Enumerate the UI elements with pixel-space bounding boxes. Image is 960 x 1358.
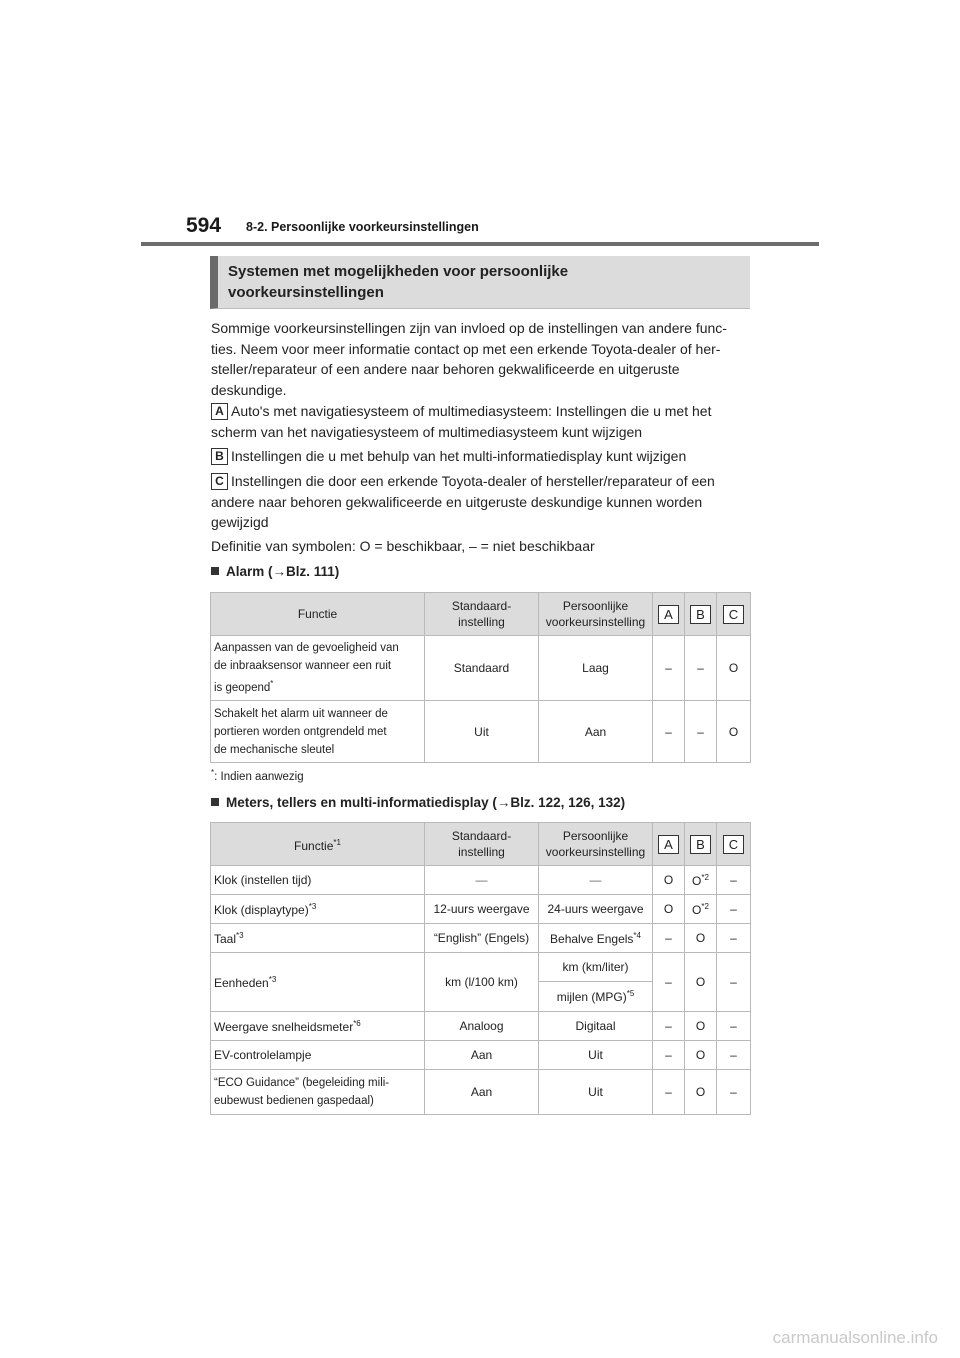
cell-b: O	[685, 1041, 717, 1070]
legend-c	[211, 471, 751, 533]
cell-function: Klok (instellen tijd)	[211, 866, 425, 895]
intro-line: deskundige.	[211, 381, 287, 398]
table-row	[211, 1070, 751, 1115]
meters-heading-text: Meters, tellers en multi-informatiedisplay (→Blz. 122, 126, 132)	[226, 795, 626, 810]
table-row	[211, 636, 751, 701]
cell-b: O	[685, 924, 717, 953]
cell-c: –	[717, 866, 751, 895]
cell-default: Standaard	[425, 636, 539, 701]
cell-b: –	[685, 701, 717, 763]
legend-b	[211, 446, 751, 467]
header-divider	[141, 242, 819, 246]
cell-c: –	[717, 1012, 751, 1041]
legend-a-badge: A	[211, 403, 228, 420]
table-row	[211, 1012, 751, 1041]
legend-b-badge: B	[211, 448, 228, 465]
col-c	[717, 823, 751, 866]
col-custom: Persoonlijke voorkeursinstelling	[539, 823, 653, 866]
intro-line: Sommige voorkeursinstellingen zijn van invloed op de instellingen van andere func-	[211, 320, 727, 336]
cell-b: $O^{*2}$	[685, 866, 717, 895]
chapter-title: 8-2. Persoonlijke voorkeursinstellingen	[246, 220, 479, 234]
col-b	[685, 593, 717, 636]
cell-function: Weergave snelheidsmeter$^{*6}$	[211, 1012, 425, 1041]
legend-c-text-3: gewijzigd	[211, 514, 269, 530]
cell-custom: Aan	[539, 701, 653, 763]
table-header-row	[211, 593, 751, 636]
alarm-table	[210, 592, 751, 763]
cell-default: —	[425, 866, 539, 895]
section-title-line-2: voorkeursinstellingen	[228, 284, 384, 301]
cell-c: O	[717, 636, 751, 701]
col-a	[653, 593, 685, 636]
cell-function: Eenheden$^{*3}$	[211, 953, 425, 1012]
cell-custom: Behalve Engels$^{*4}$	[539, 924, 653, 953]
legend-b-text: Instellingen die u met behulp van het multi-informatiedisplay kunt wijzigen	[231, 448, 687, 464]
cell-custom: Laag	[539, 636, 653, 701]
alarm-heading-text: Alarm (→Blz. 111)	[226, 564, 340, 579]
col-a	[653, 823, 685, 866]
cell-function: Aanpassen van de gevoeligheid van de inbraaksensor wanneer een ruit is geopend*	[211, 636, 425, 701]
meters-table	[210, 822, 751, 1115]
legend-a-text-2: scherm van het navigatiesysteem of multimediasysteem kunt wijzigen	[211, 423, 643, 440]
badge-a: A	[658, 605, 679, 624]
legend-c-badge: C	[211, 473, 228, 490]
cell-default: Uit	[425, 701, 539, 763]
cell-default: Analoog	[425, 1012, 539, 1041]
square-bullet-icon	[211, 798, 219, 806]
legend-c-text: Instellingen die door een erkende Toyota-dealer of hersteller/reparateur of een	[231, 473, 715, 489]
cell-b: O	[685, 1070, 717, 1115]
col-default: Standaard- instelling	[425, 823, 539, 866]
cell-a: –	[653, 1070, 685, 1115]
legend-a-text: Auto's met navigatiesysteem of multimediasysteem: Instellingen die u met het	[231, 403, 712, 419]
badge-b: B	[690, 605, 711, 624]
section-title	[210, 256, 750, 309]
legend-a	[211, 401, 751, 442]
cell-function: Taal$^{*3}$	[211, 924, 425, 953]
col-b	[685, 823, 717, 866]
legend-c-text-2: andere naar behoren gekwalificeerde en uitgeruste deskundige kunnen worden	[211, 493, 703, 510]
cell-custom: 24-uurs weergave	[539, 895, 653, 924]
col-custom: Persoonlijke voorkeursinstelling	[539, 593, 653, 636]
table-header-row	[211, 823, 751, 866]
cell-b: –	[685, 636, 717, 701]
cell-b: $O^{*2}$	[685, 895, 717, 924]
cell-c: –	[717, 924, 751, 953]
cell-c: –	[717, 1041, 751, 1070]
col-function: Functie	[211, 593, 425, 636]
cell-custom: Uit	[539, 1070, 653, 1115]
cell-default: km (l/100 km)	[425, 953, 539, 1012]
symbols-definition: Definitie van symbolen: O = beschikbaar, – = niet beschikbaar	[211, 538, 595, 554]
cell-b: O	[685, 1012, 717, 1041]
cell-c: O	[717, 701, 751, 763]
square-bullet-icon	[211, 567, 219, 575]
page-number: 594	[186, 214, 222, 237]
table-row	[211, 895, 751, 924]
cell-default: Aan	[425, 1041, 539, 1070]
col-function: Functie$^{*1}$	[211, 823, 425, 866]
cell-custom: km (km/liter)	[539, 953, 653, 982]
table-row	[211, 924, 751, 953]
cell-a: –	[653, 636, 685, 701]
alarm-footnote: *: Indien aanwezig	[211, 768, 304, 783]
cell-c: –	[717, 895, 751, 924]
table-row	[211, 953, 751, 982]
watermark: carmanualsonline.info	[772, 1328, 938, 1347]
cell-custom: —	[539, 866, 653, 895]
badge-a: A	[658, 835, 679, 854]
cell-custom: mijlen (MPG)$^{*5}$	[539, 982, 653, 1012]
cell-a: O	[653, 866, 685, 895]
cell-a: –	[653, 1012, 685, 1041]
section-title-line-1: Systemen met mogelijkheden voor persoonlijke	[228, 263, 569, 280]
cell-function: “ECO Guidance” (begeleiding mili- eubewust bedienen gaspedaal)	[211, 1070, 425, 1115]
table-row	[211, 701, 751, 763]
cell-a: –	[653, 953, 685, 1012]
table-row	[211, 866, 751, 895]
cell-a: –	[653, 1041, 685, 1070]
alarm-heading	[211, 564, 339, 579]
table-row	[211, 1041, 751, 1070]
cell-b: O	[685, 953, 717, 1012]
badge-b: B	[690, 835, 711, 854]
cell-default: 12-uurs weergave	[425, 895, 539, 924]
cell-a: O	[653, 895, 685, 924]
cell-default: Aan	[425, 1070, 539, 1115]
cell-function: Klok (displaytype)$^{*3}$	[211, 895, 425, 924]
cell-default: “English” (Engels)	[425, 924, 539, 953]
intro-paragraph	[211, 318, 751, 400]
badge-c: C	[723, 605, 744, 624]
badge-c: C	[723, 835, 744, 854]
intro-line: steller/reparateur of een andere naar behoren gekwalificeerde en uitgeruste	[211, 361, 680, 377]
cell-c: –	[717, 953, 751, 1012]
cell-a: –	[653, 924, 685, 953]
cell-c: –	[717, 1070, 751, 1115]
col-c	[717, 593, 751, 636]
cell-custom: Uit	[539, 1041, 653, 1070]
cell-function: Schakelt het alarm uit wanneer de portieren worden ontgrendeld met de mechanische sleutel	[211, 701, 425, 763]
intro-line: ties. Neem voor meer informatie contact op met een erkende Toyota-dealer of her-	[211, 340, 721, 357]
col-default: Standaard- instelling	[425, 593, 539, 636]
cell-custom: Digitaal	[539, 1012, 653, 1041]
cell-a: –	[653, 701, 685, 763]
cell-function: EV-controlelampje	[211, 1041, 425, 1070]
meters-heading	[211, 795, 625, 810]
